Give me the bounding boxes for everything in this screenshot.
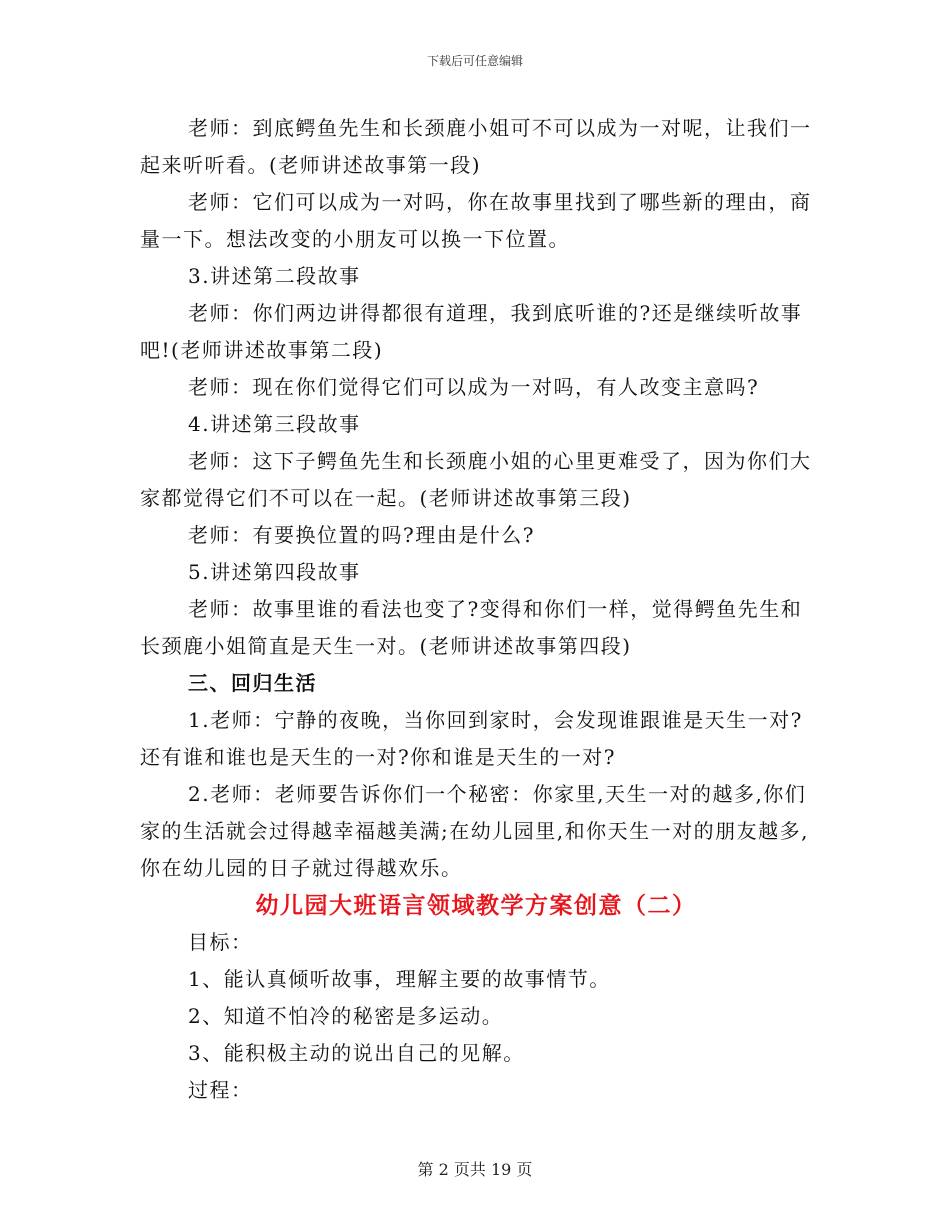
paragraph-3: 老师：你们两边讲得都很有道理，我到底听谁的?还是继续听故事吧!(老师讲述故事第二段) (140, 301, 803, 362)
section-heading-return-to-life: 三、回归生活 (188, 671, 317, 695)
step-heading-3: 3.讲述第二段故事 (188, 264, 361, 288)
paragraph-7: 老师：故事里谁的看法也变了?变得和你们一样，觉得鳄鱼先生和长颈鹿小姐简直是天生一对。(老师讲述故事第四段) (140, 597, 803, 658)
paragraph-2: 老师：它们可以成为一对吗，你在故事里找到了哪些新的理由，商量一下。想法改变的小朋友可以换一下位置。 (140, 190, 812, 251)
step-heading-5: 5.讲述第四段故事 (188, 560, 361, 584)
document-body (140, 110, 812, 1109)
paragraph-5: 老师：这下子鳄鱼先生和长颈鹿小姐的心里更难受了，因为你们大家都觉得它们不可以在一起。(老师讲述故事第三段) (140, 449, 812, 510)
goals-heading: 目标： (188, 930, 253, 954)
goal-item-1: 1、能认真倾听故事，理解主要的故事情节。 (188, 967, 611, 991)
paragraph-8: 1.老师：宁静的夜晚，当你回到家时，会发现谁跟谁是天生一对?还有谁和谁也是天生的一对?你和谁是天生的一对? (140, 708, 803, 769)
paragraph-9: 2.老师：老师要告诉你们一个秘密：你家里,天生一对的越多,你们家的生活就会过得越幸福越美满;在幼儿园里,和你天生一对的朋友越多,你在幼儿园的日子就过得越欢乐。 (140, 782, 809, 880)
page-header: 下载后可任意编辑 (426, 54, 523, 68)
paragraph-1: 老师：到底鳄鱼先生和长颈鹿小姐可不可以成为一对呢，让我们一起来听听看。(老师讲述故事第一段) (140, 116, 812, 177)
goal-item-2: 2、知道不怕冷的秘密是多运动。 (188, 1004, 504, 1028)
section-title: 幼儿园大班语言领域教学方案创意（二） (255, 892, 697, 919)
step-heading-4: 4.讲述第三段故事 (188, 412, 361, 436)
paragraph-6: 老师：有要换位置的吗?理由是什么? (188, 523, 535, 547)
goal-item-3: 3、能积极主动的说出自己的见解。 (188, 1041, 525, 1065)
page-footer: 第 2 页共 19 页 (417, 1160, 533, 1179)
paragraph-4: 老师：现在你们觉得它们可以成为一对吗，有人改变主意吗? (188, 375, 760, 399)
process-heading: 过程： (188, 1078, 253, 1102)
